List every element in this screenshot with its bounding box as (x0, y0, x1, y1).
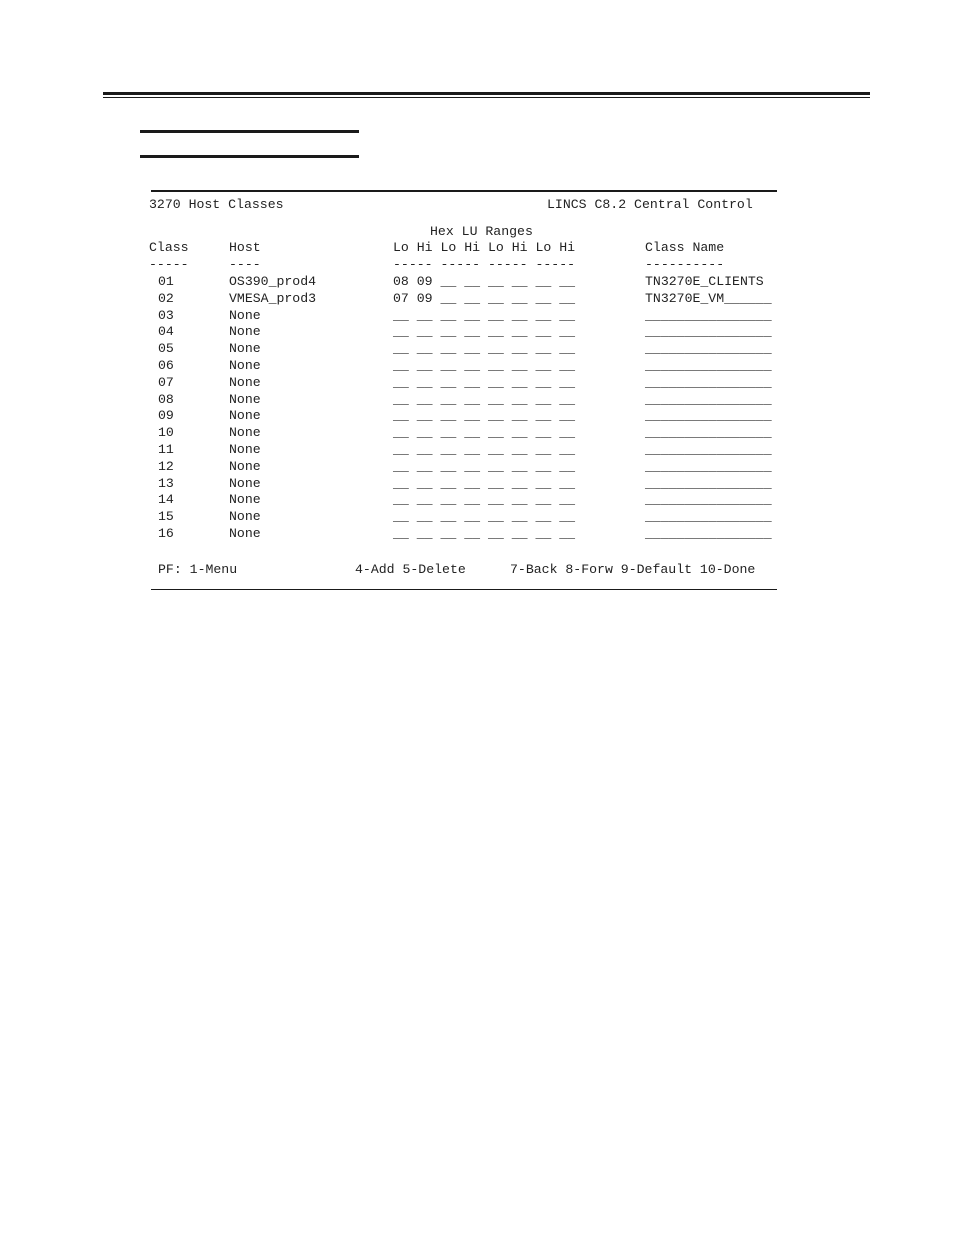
class-name-field[interactable]: TN3270E_CLIENTS (645, 274, 764, 289)
section-rule-lower (140, 155, 359, 158)
class-cell: 06 (158, 358, 174, 373)
class-name-field[interactable]: ________________ (645, 509, 772, 525)
class-name-field[interactable]: ________________ (645, 458, 772, 474)
class-name-field[interactable]: ________________ (645, 358, 772, 373)
column-header-class-name: Class Name (645, 240, 725, 255)
lu-range-fields[interactable]: __ __ __ __ __ __ __ __ (393, 358, 576, 373)
class-cell: 01 (158, 274, 174, 289)
class-name-field[interactable]: ________________ (645, 475, 772, 491)
class-name-field[interactable]: TN3270E_VM______ (645, 290, 772, 306)
host-field[interactable]: OS390_prod4 (229, 274, 317, 289)
class-cell: 14 (158, 492, 174, 508)
class-cell: 03 (158, 307, 174, 323)
class-cell: 11 (158, 442, 174, 457)
class-cell: 07 (158, 374, 174, 390)
class-name-field[interactable]: ________________ (645, 391, 772, 407)
pf-keys-navigation[interactable]: 7-Back 8-Forw 9-Default 10-Done (510, 562, 756, 577)
host-field[interactable]: VMESA_prod3 (229, 290, 317, 306)
page-rule-thick (103, 92, 870, 95)
lu-range-fields[interactable]: __ __ __ __ __ __ __ __ (393, 391, 576, 407)
divider-class-name: ---------- (645, 257, 725, 272)
lu-range-fields[interactable]: __ __ __ __ __ __ __ __ (393, 458, 576, 474)
class-cell: 12 (158, 458, 174, 474)
lu-range-fields[interactable]: __ __ __ __ __ __ __ __ (393, 307, 576, 323)
lu-range-fields[interactable]: __ __ __ __ __ __ __ __ (393, 324, 576, 340)
range-header: Hex LU Ranges (430, 224, 533, 239)
class-cell: 08 (158, 391, 174, 407)
divider-host: ---- (229, 257, 261, 272)
host-field[interactable]: None (229, 408, 261, 424)
host-field[interactable]: None (229, 358, 261, 373)
lu-range-fields[interactable]: __ __ __ __ __ __ __ __ (393, 492, 576, 508)
host-field[interactable]: None (229, 391, 261, 407)
column-header-ranges: Lo Hi Lo Hi Lo Hi Lo Hi (393, 240, 576, 255)
host-field[interactable]: None (229, 526, 261, 541)
class-cell: 15 (158, 509, 174, 525)
host-field[interactable]: None (229, 475, 261, 491)
screen-top-rule (151, 190, 777, 192)
class-cell: 16 (158, 526, 174, 541)
column-header-host: Host (229, 240, 261, 255)
lu-range-fields[interactable]: __ __ __ __ __ __ __ __ (393, 374, 576, 390)
column-header-class: Class (149, 240, 189, 255)
section-rule-upper (140, 130, 359, 133)
lu-range-fields[interactable]: __ __ __ __ __ __ __ __ (393, 509, 576, 525)
host-field[interactable]: None (229, 324, 261, 340)
class-name-field[interactable]: ________________ (645, 492, 772, 508)
host-field[interactable]: None (229, 458, 261, 474)
class-cell: 13 (158, 475, 174, 491)
class-cell: 09 (158, 408, 174, 424)
class-name-field[interactable]: ________________ (645, 408, 772, 424)
class-cell: 02 (158, 290, 174, 306)
screen-title: 3270 Host Classes (149, 197, 284, 212)
class-name-field[interactable]: ________________ (645, 442, 772, 457)
screen-bottom-rule (151, 589, 777, 590)
class-name-field[interactable]: ________________ (645, 425, 772, 441)
class-name-field[interactable]: ________________ (645, 341, 772, 357)
pf-keys-menu[interactable]: PF: 1-Menu (158, 562, 238, 577)
divider-ranges: ----- ----- ----- ----- (393, 257, 576, 272)
class-name-field[interactable]: ________________ (645, 324, 772, 340)
lu-range-fields[interactable]: 08 09 __ __ __ __ __ __ (393, 274, 576, 289)
divider-class: ----- (149, 257, 189, 272)
lu-range-fields[interactable]: __ __ __ __ __ __ __ __ (393, 475, 576, 491)
page-rule-thin (103, 97, 870, 98)
class-cell: 05 (158, 341, 174, 357)
host-field[interactable]: None (229, 442, 261, 457)
class-name-field[interactable]: ________________ (645, 374, 772, 390)
lu-range-fields[interactable]: 07 09 __ __ __ __ __ __ (393, 290, 576, 306)
host-field[interactable]: None (229, 374, 261, 390)
lu-range-fields[interactable]: __ __ __ __ __ __ __ __ (393, 425, 576, 441)
host-field[interactable]: None (229, 509, 261, 525)
host-field[interactable]: None (229, 307, 261, 323)
lu-range-fields[interactable]: __ __ __ __ __ __ __ __ (393, 526, 576, 541)
host-field[interactable]: None (229, 425, 261, 441)
lu-range-fields[interactable]: __ __ __ __ __ __ __ __ (393, 341, 576, 357)
lu-range-fields[interactable]: __ __ __ __ __ __ __ __ (393, 442, 576, 457)
class-name-field[interactable]: ________________ (645, 307, 772, 323)
class-name-field[interactable]: ________________ (645, 526, 772, 541)
pf-keys-edit[interactable]: 4-Add 5-Delete (355, 562, 466, 577)
system-title: LINCS C8.2 Central Control (547, 197, 753, 212)
host-field[interactable]: None (229, 341, 261, 357)
class-cell: 04 (158, 324, 174, 340)
host-field[interactable]: None (229, 492, 261, 508)
lu-range-fields[interactable]: __ __ __ __ __ __ __ __ (393, 408, 576, 424)
class-cell: 10 (158, 425, 174, 441)
